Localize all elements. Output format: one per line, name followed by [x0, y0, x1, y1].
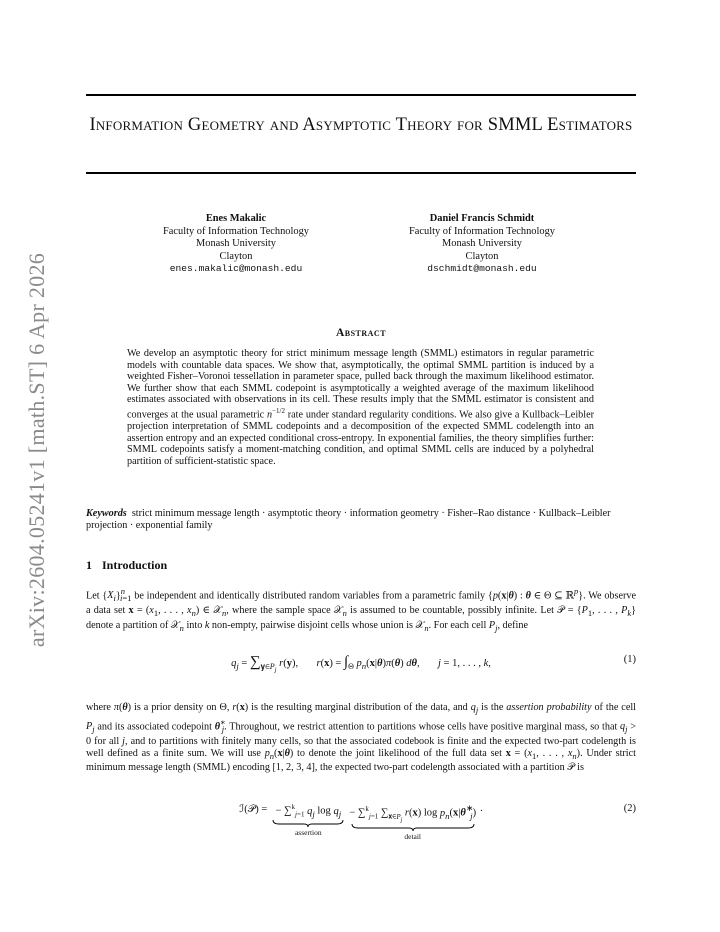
author-email: enes.makalic@monash.edu [169, 263, 303, 275]
assertion-brace [271, 819, 345, 828]
author-1 [116, 213, 356, 276]
author-name: Enes Makalic [205, 213, 267, 224]
section-title: Introduction [102, 558, 168, 572]
assertion-label: assertion [294, 827, 322, 837]
keywords-label: Keywords [86, 508, 127, 519]
author-affiliation: Faculty of Information Technology [163, 225, 309, 237]
detail-brace [350, 823, 476, 832]
detail-label: detail [404, 831, 422, 841]
author-university: Monash University [196, 238, 276, 250]
author-university: Monash University [442, 238, 522, 250]
author-name: Daniel Francis Schmidt [429, 213, 535, 224]
author-email: dschmidt@monash.edu [427, 263, 537, 275]
intro-paragraph-1: Let $\{X_i\}^n_{i=1}$ be independent and identically distributed random variables from a parametric family {p(x|θ) : θ ∈ Θ ⊆ ℝ$^p$}. We observe a data set $x = (x_1$, . . . , $x_n$) ∈ 𝒳$_n$, where the sample space 𝒳$_n$ is assumed to be countable, possibly infinite. Let 𝒫 = {$P_1$, . . . , $P_k$} denote a partition of 𝒳$_n$ into k non-empty, pairwise disjoint cells whose union is 𝒳$_n$. For each cell $P_j$, define [86, 586, 637, 633]
author-city: Clayton [465, 250, 499, 262]
equation-1-body: $q_j = \sum_{𝐲\in P_j}$ r(y), $r(x) = \int_\Theta$ $p_n(x|\theta)\pi(\theta)$ dθ, j = 1, . . . , k, [231, 654, 491, 674]
author-2 [362, 213, 602, 276]
author-city: Clayton [219, 250, 253, 262]
arxiv-identifier: arXiv:2604.05241v1 [math.ST] 6 Apr 2026 [24, 252, 49, 648]
equation-2-body: ℐ(𝒫) = − ∑$^k_{j=1}$ $q_j$ $\log q_j$ assertion − ∑$^k_{j=1}$ $\sum_{𝐱\in P_j}$ r(x) $\log p_n(x|\theta^∗_j)$ detail . [239, 803, 483, 841]
abstract-text: We develop an asymptotic theory for strict minimum message length (SMML) estimators in regular parametric models with countable data spaces. We show that, asymptotically, the optimal SMML partition is induced by a weighted Fisher–Voronoi tessellation in parameter space, pulled back through the maximum likelihood estimator. We further show that each SMML codepoint is asymptotically a weighted average of the maximum likelihood estimates associated with observations in its cell. These results imply that the SMML estimator is consistent and converges at the usual parametric $n^{-1/2}$ rate under standard regularity conditions. We also give a Kullback–Leibler projection interpretation of SMML codepoints and a decomposition of the expected SMML codelength into an assertion entropy and an expected conditional cross-entropy. In exponential families, the theory simplifies further: SMML codepoints satisfy a moment-matching condition, and optimal SMML cells are induced by a polyhedral partition of sufficient-statistic space. [127, 348, 594, 467]
author-affiliation: Faculty of Information Technology [409, 225, 555, 237]
keywords [86, 508, 636, 532]
title-bottom-rule [86, 172, 636, 174]
equation-number: (2) [623, 803, 636, 814]
section-heading [86, 558, 167, 573]
intro-paragraph-2: where π(θ) is a prior density on Θ, r(x) is the resulting marginal distribution of the data, and $q_j$ is the assertion probability of the cell $P_j$ and its associated codepoint $\theta^∗_j$. Throughout, we restrict attention to partitions whose cells have positive marginal mass, so that $q_j > 0$ for all j, and to partitions with finitely many cells, so that the associated codebook is finite and the expected two-part codelength is well defined as a finite sum. We will use $p_n(x|\theta)$ to denote the joint likelihood of the full data set $x = (x_1$, . . . , $x_n$). Under strict minimum message length (SMML) encoding [1, 2, 3, 4], the expected two-part codelength associated with a partition 𝒫 is [86, 702, 637, 774]
section-number: 1 [86, 558, 92, 572]
paper-title: Information Geometry and Asymptotic Theory for SMML Estimators [89, 115, 633, 135]
title-top-rule [86, 94, 636, 96]
equation-number: (1) [623, 654, 636, 665]
keywords-list: strict minimum message length · asymptotic theory · information geometry · Fisher–Rao distance · Kullback–Leibler projection · exponential family [86, 508, 611, 531]
abstract-heading: Abstract [335, 327, 387, 339]
